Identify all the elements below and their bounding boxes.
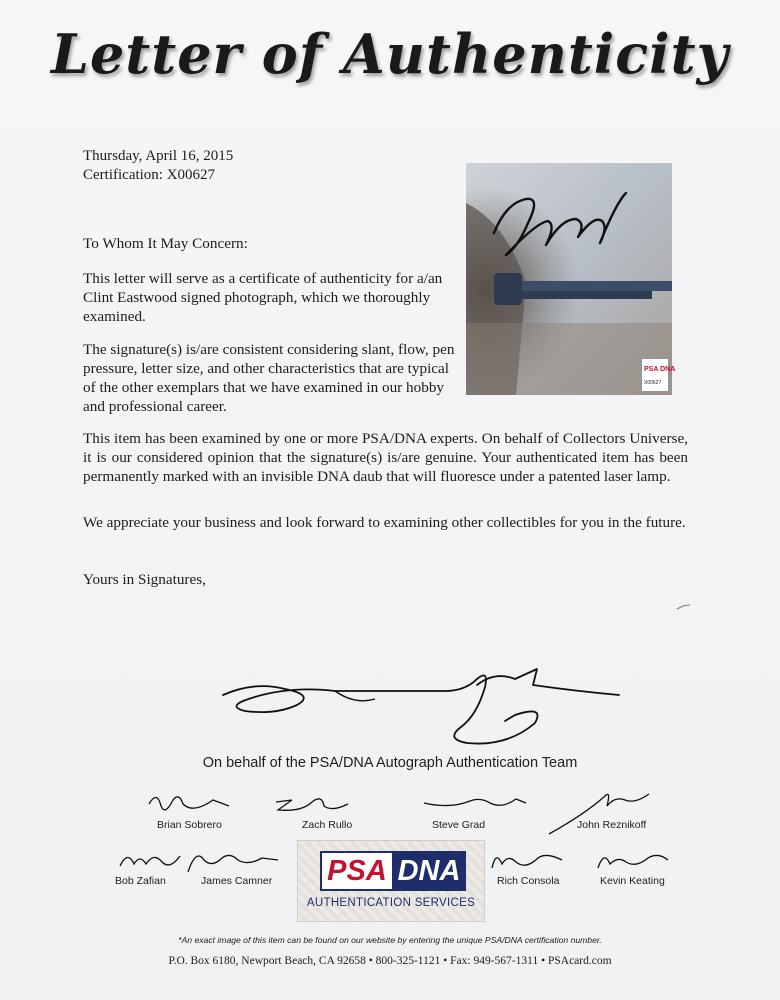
- member-name: Bob Zafian: [115, 875, 166, 887]
- paragraph-appreciation: We appreciate your business and look forward to examining other collectibles for you in the future.: [83, 514, 686, 531]
- sticker-brand: PSA DNA: [644, 366, 676, 373]
- team-heading: On behalf of the PSA/DNA Autograph Authentication Team: [202, 755, 578, 771]
- signature-steve-grad: [420, 793, 530, 817]
- sticker-code: X00627: [644, 380, 662, 386]
- letter-title: Letter of Authenticity: [50, 22, 729, 86]
- logo-psa: PSA: [320, 851, 394, 891]
- member-name: John Reznikoff: [577, 819, 647, 831]
- member-name: Steve Grad: [432, 819, 486, 831]
- certification-number: Certification: X00627: [83, 167, 216, 183]
- paragraph-consistency: The signature(s) is/are consistent considering slant, flow, pen pressure, letter size, and other characteristics that are typical of the other exemplars that we have examined in our hobby and professional career.: [83, 341, 455, 415]
- salutation: To Whom It May Concern:: [83, 235, 248, 252]
- signature-zach-rullo: [272, 790, 352, 820]
- letter-date: Thursday, April 16, 2015: [83, 148, 234, 164]
- signature-james-camner: [182, 844, 282, 876]
- signature-brian-sobrero: [143, 786, 233, 820]
- contact-footer: P.O. Box 6180, Newport Beach, CA 92658 • 800-325-1121 • Fax: 949-567-1311 • PSAcard.com: [168, 955, 612, 967]
- member-name: James Camner: [201, 875, 273, 887]
- signature-rich-consola: [486, 846, 566, 876]
- closing: Yours in Signatures,: [83, 571, 206, 588]
- member-name: Rich Consola: [497, 875, 560, 887]
- director-signature: [215, 665, 625, 755]
- paragraph-certificate: This letter will serve as a certificate of authenticity for a/an Clint Eastwood signed photograph, which we thoroughly examined.: [83, 270, 443, 325]
- signature-kevin-keating: [592, 846, 672, 876]
- member-name: Brian Sobrero: [157, 819, 222, 831]
- signed-photograph: [466, 163, 676, 395]
- logo-subtitle: AUTHENTICATION SERVICES: [306, 897, 476, 909]
- psa-dna-logo: [297, 840, 485, 922]
- footnote: *An exact image of this item can be found on our website by entering the unique PSA/DNA certification number.: [178, 935, 602, 945]
- logo-dna: DNA: [394, 851, 466, 891]
- letter-meta: [83, 147, 233, 185]
- signature-bob-zafian: [114, 846, 184, 876]
- stray-mark: [676, 603, 692, 611]
- paragraph-examined: This item has been examined by one or more PSA/DNA experts. On behalf of Collectors Universe, it is our considered opinion that the signature(s) is/are genuine. Your authenticated item has been permanently marked with an invisible DNA daub that will fluoresce under a patented laser lamp.: [83, 430, 688, 485]
- member-name: Kevin Keating: [600, 875, 665, 887]
- member-name: Zach Rullo: [302, 819, 353, 831]
